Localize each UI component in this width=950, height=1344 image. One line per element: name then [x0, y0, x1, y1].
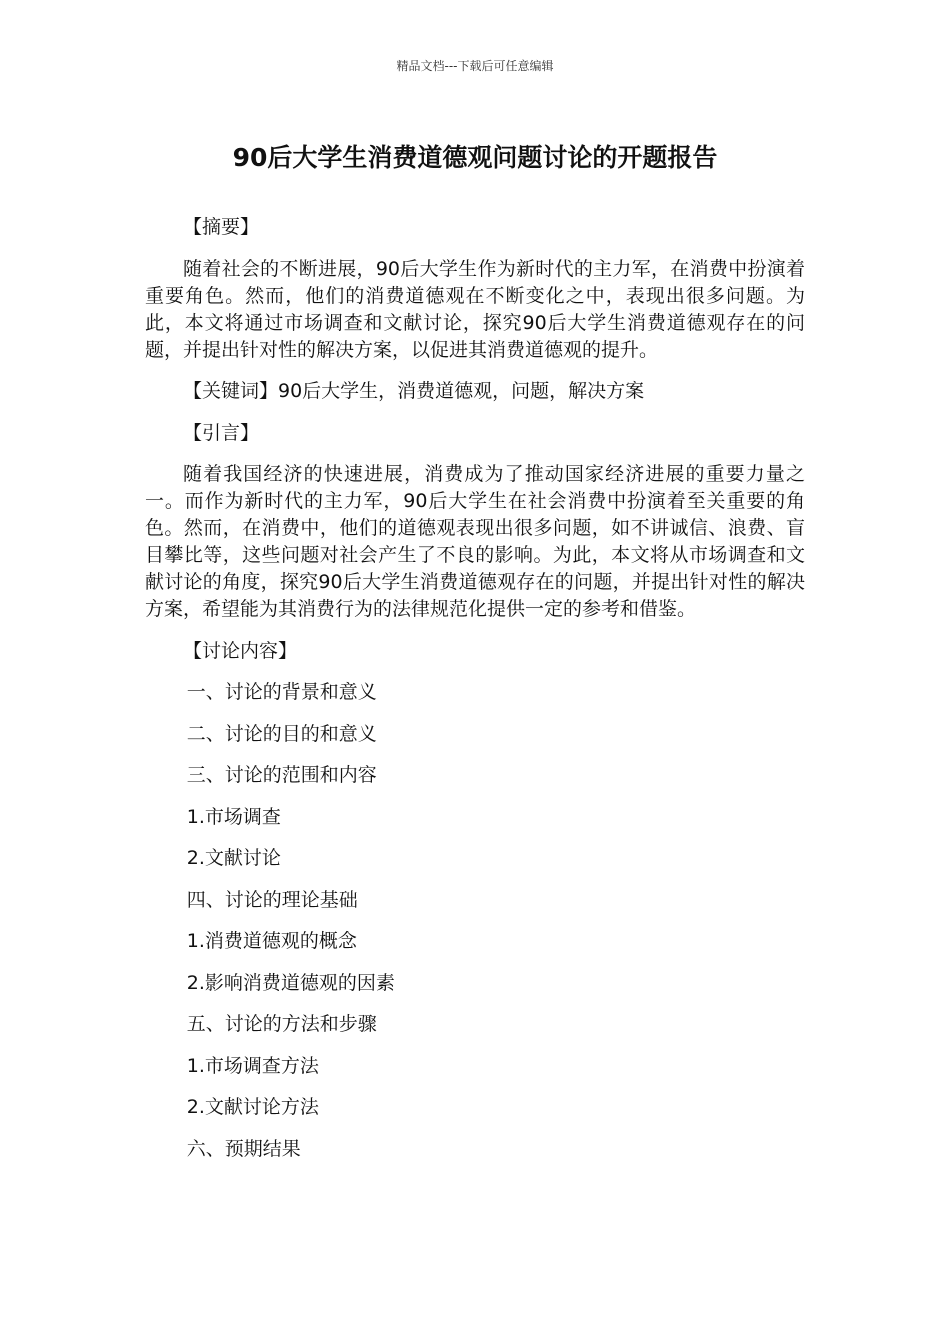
keywords-line: 【关键词】90后大学生，消费道德观，问题，解决方案 — [183, 380, 645, 402]
outline-item: 1.消费道德观的概念 — [186, 930, 357, 952]
abstract-heading: 【摘要】 — [183, 216, 260, 238]
outline-item: 2.影响消费道德观的因素 — [186, 971, 395, 994]
outline-item: 五、讨论的方法和步骤 — [186, 1013, 377, 1035]
outline-item: 六、预期结果 — [186, 1137, 301, 1160]
outline-item: 一、讨论的背景和意义 — [186, 681, 377, 703]
document-title: 90后大学生消费道德观问题讨论的开题报告 — [232, 143, 718, 172]
outline-item: 三、讨论的范围和内容 — [186, 764, 377, 786]
document-body — [145, 214, 805, 1177]
intro-text: 随着我国经济的快速进展，消费成为了推动国家经济进展的重要力量之一。而作为新时代的主力军，90后大学生在社会消费中扮演着至关重要的角色。然而，在消费中，他们的道德观表现出很多问题，如不讲诚信、浪费、盲目攀比等，这些问题对社会产生了不良的影响。为此，本文将从市场调查和文献讨论的角度，探究90后大学生消费道德观存在的问题，并提出针对性的解决方案，希望能为其消费行为的法律规范化提供一定的参考和借鉴。 — [145, 463, 805, 620]
outline-item: 1.市场调查方法 — [186, 1054, 319, 1077]
outline-item: 二、讨论的目的和意义 — [186, 722, 377, 745]
outline-item: 2.文献讨论方法 — [186, 1096, 319, 1118]
outline-item: 2.文献讨论 — [186, 847, 281, 869]
intro-heading: 【引言】 — [183, 421, 260, 444]
outline-item: 四、讨论的理论基础 — [186, 888, 358, 911]
content-heading: 【讨论内容】 — [183, 639, 298, 662]
page-header-note: 精品文档---下载后可任意编辑 — [396, 59, 554, 73]
outline-item: 1.市场调查 — [186, 805, 281, 828]
abstract-text: 随着社会的不断进展，90后大学生作为新时代的主力军，在消费中扮演着重要角色。然而，他们的消费道德观在不断变化之中，表现出很多问题。为此，本文将通过市场调查和文献讨论，探究90后大学生消费道德观存在的问题，并提出针对性的解决方案，以促进其消费道德观的提升。 — [145, 257, 805, 361]
